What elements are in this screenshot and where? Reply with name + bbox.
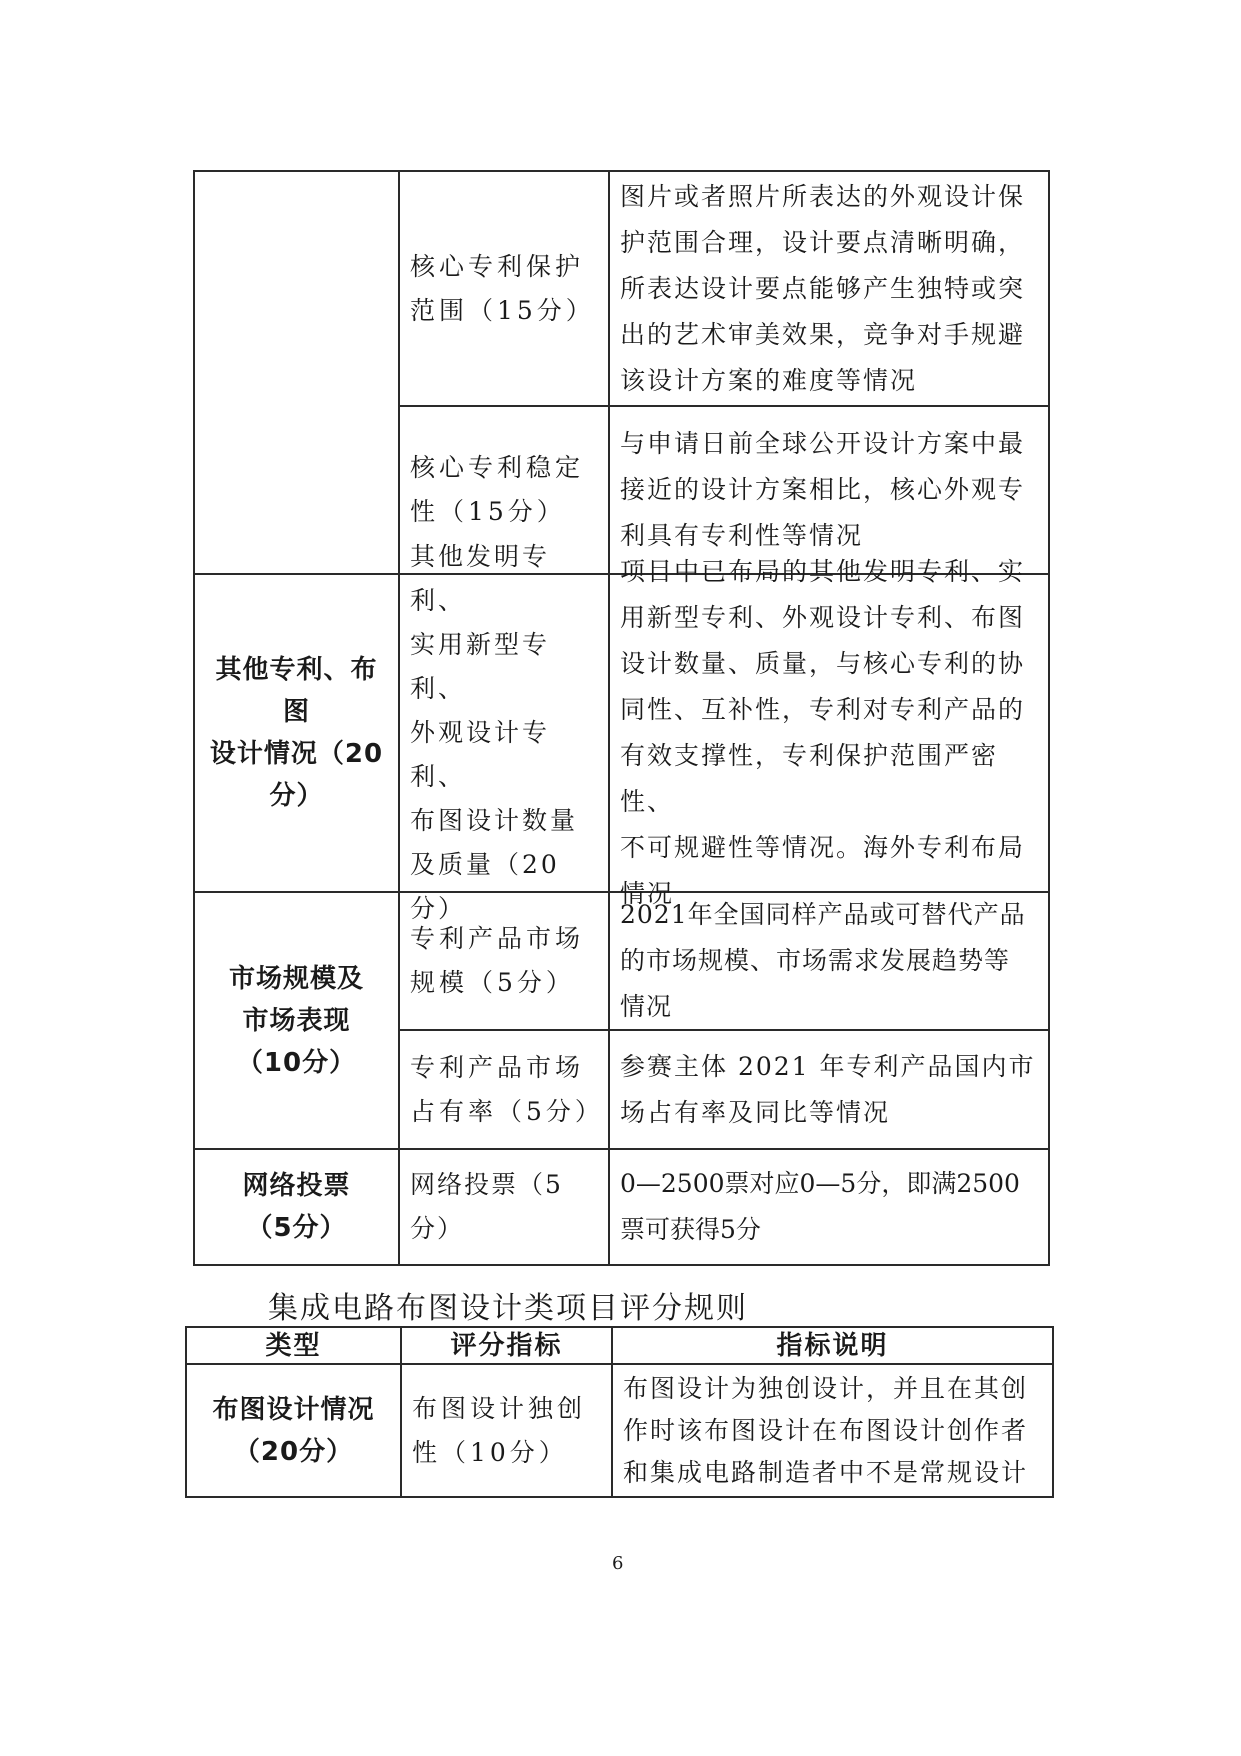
- header-type: [187, 1328, 400, 1363]
- table-row: [400, 172, 608, 405]
- description-cell: [610, 172, 1048, 405]
- description-market-scale: 2021年全国同样产品或可替代产品 的市场规模、市场需求发展趋势等 情况: [620, 900, 1026, 1021]
- category-cell: [187, 1365, 400, 1496]
- category-market-scale: 市场规模及 市场表现 （10分）: [228, 963, 364, 1078]
- criterion-core-patent-stability: 核心专利稳定 性（15分）: [410, 453, 585, 526]
- category-online-voting: 网络投票 （5分）: [242, 1171, 351, 1243]
- section-title: 集成电路布图设计类项目评分规则: [268, 1291, 748, 1326]
- description-cell: [613, 1365, 1052, 1496]
- category-layout-design: 布图设计情况 （20分）: [212, 1394, 375, 1467]
- ic-layout-scoring-table: [0, 1320, 1241, 1520]
- table-row: [400, 1150, 608, 1264]
- criterion-online-voting: 网络投票（5分）: [410, 1170, 563, 1243]
- category-cell: [195, 1150, 398, 1264]
- description-cell: [610, 557, 1048, 908]
- header-criterion: [402, 1328, 611, 1363]
- category-cell: [195, 893, 398, 1148]
- category-other-patents: 其他专利、布图 设计情况（20 分）: [209, 655, 384, 811]
- description-cell: [610, 1031, 1048, 1148]
- table-row: [402, 1365, 611, 1496]
- header-criterion-label: 评分指标: [450, 1330, 563, 1361]
- table-row: [400, 1031, 608, 1148]
- header-description: [613, 1328, 1052, 1363]
- criterion-other-patents: 其他发明专利、 实用新型专利、 外观设计专利、 布图设计数量 及质量（20分）: [410, 542, 579, 923]
- description-cell: [610, 893, 1048, 1029]
- page-number: 6: [612, 1553, 624, 1574]
- description-cell: [610, 1150, 1048, 1264]
- criterion-market-scale: 专利产品市场 规模（5分）: [410, 924, 585, 997]
- description-layout-originality: 布图设计为独创设计，并且在其创 作时该布图设计在布图设计创作者 和集成电路制造者中不是常规设计: [623, 1373, 1029, 1487]
- description-core-patent-stability: 与申请日前全球公开设计方案中最 接近的设计方案相比，核心外观专 利具有专利性等情况: [620, 429, 1026, 550]
- header-description-label: 指标说明: [776, 1330, 889, 1361]
- header-type-label: 类型: [265, 1330, 322, 1361]
- table-row: [400, 893, 608, 1029]
- description-other-patents: 项目中已布局的其他发明专利、实 用新型专利、外观设计专利、布图 设计数量、质量，与核心专利的协 同性、互补性，专利对专利产品的 有效支撑性，专利保护范围严密性、 不可规避性等情况。海外专利布局 情况: [620, 557, 1026, 908]
- category-cell: [195, 575, 398, 891]
- description-online-voting: 0—2500票对应0—5分，即满2500 票可获得5分: [620, 1169, 1020, 1244]
- description-core-patent-scope: 图片或者照片所表达的外观设计保 护范围合理，设计要点清晰明确， 所表达设计要点能够产生独特或突 出的艺术审美效果，竞争对手规避 该设计方案的难度等情况: [620, 181, 1026, 395]
- description-market-share: 参赛主体 2021 年专利产品国内市 场占有率及同比等情况: [620, 1051, 1036, 1127]
- table-row: [400, 542, 608, 923]
- criterion-layout-originality: 布图设计独创 性（10分）: [412, 1393, 587, 1467]
- criterion-market-share: 专利产品市场 占有率（5分）: [410, 1052, 604, 1126]
- criterion-core-patent-scope: 核心专利保护 范围（15分）: [410, 251, 595, 325]
